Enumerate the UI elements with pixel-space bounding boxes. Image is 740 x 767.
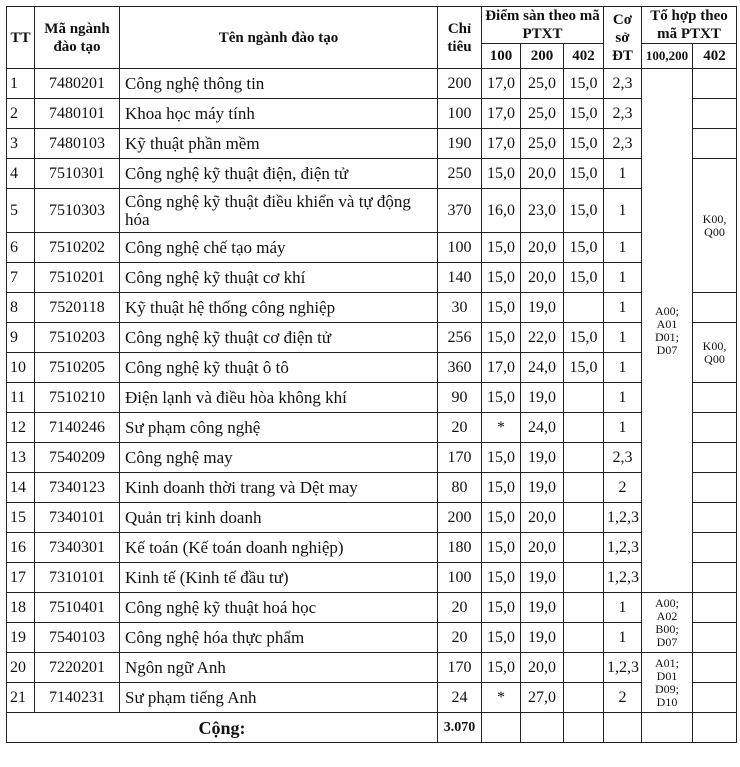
empty-cell — [482, 713, 521, 743]
empty-cell — [521, 713, 564, 743]
cell-d200: 20,0 — [521, 653, 564, 683]
cell-tt: 4 — [7, 159, 35, 189]
table-row — [7, 413, 737, 443]
cell-co-so: 1 — [604, 593, 642, 623]
cell-d100: 15,0 — [482, 533, 521, 563]
cell-d402 — [564, 443, 604, 473]
cell-chi-tieu: 200 — [438, 503, 482, 533]
cell-chi-tieu: 100 — [438, 99, 482, 129]
cell-ma: 7340301 — [35, 533, 120, 563]
table-row — [7, 593, 737, 623]
cell-d200: 25,0 — [521, 99, 564, 129]
table-row — [7, 353, 737, 383]
table-row — [7, 383, 737, 413]
cell-d402 — [564, 593, 604, 623]
cell-ma: 7340123 — [35, 473, 120, 503]
cell-d100: 15,0 — [482, 159, 521, 189]
cell-d402: 15,0 — [564, 189, 604, 233]
cell-tt: 16 — [7, 533, 35, 563]
total-label: Cộng: — [7, 713, 438, 743]
cell-d402: 15,0 — [564, 323, 604, 353]
cell-d402: 15,0 — [564, 129, 604, 159]
tohop-402-empty — [693, 413, 737, 443]
cell-chi-tieu: 20 — [438, 413, 482, 443]
table-row — [7, 443, 737, 473]
cell-d402 — [564, 683, 604, 713]
table-row — [7, 503, 737, 533]
cell-ma: 7510203 — [35, 323, 120, 353]
cell-chi-tieu: 30 — [438, 293, 482, 323]
empty-cell — [564, 713, 604, 743]
cell-co-so: 1 — [604, 189, 642, 233]
cell-chi-tieu: 20 — [438, 593, 482, 623]
tohop-402-empty — [693, 533, 737, 563]
cell-co-so: 2 — [604, 473, 642, 503]
cell-ten: Sư phạm công nghệ — [120, 413, 438, 443]
table-row — [7, 69, 737, 99]
cell-ten: Kế toán (Kế toán doanh nghiệp) — [120, 533, 438, 563]
cell-tt: 19 — [7, 623, 35, 653]
cell-d100: 17,0 — [482, 99, 521, 129]
cell-ma: 7140231 — [35, 683, 120, 713]
tohop-402-empty — [693, 593, 737, 623]
cell-d200: 19,0 — [521, 383, 564, 413]
cell-ten: Công nghệ kỹ thuật hoá học — [120, 593, 438, 623]
header-402: 402 — [564, 44, 604, 69]
cell-ten: Kỹ thuật phần mềm — [120, 129, 438, 159]
header-tohop-100-200: 100,200 — [642, 44, 693, 69]
cell-d100: 17,0 — [482, 353, 521, 383]
cell-tt: 2 — [7, 99, 35, 129]
tohop-402-empty — [693, 293, 737, 323]
cell-chi-tieu: 90 — [438, 383, 482, 413]
cell-co-so: 1,2,3 — [604, 563, 642, 593]
cell-tt: 14 — [7, 473, 35, 503]
cell-co-so: 1 — [604, 323, 642, 353]
cell-chi-tieu: 190 — [438, 129, 482, 159]
cell-tt: 7 — [7, 263, 35, 293]
cell-d200: 19,0 — [521, 563, 564, 593]
cell-ma: 7510303 — [35, 189, 120, 233]
cell-d200: 19,0 — [521, 623, 564, 653]
table-row — [7, 473, 737, 503]
table-row — [7, 323, 737, 353]
cell-ma: 7480201 — [35, 69, 120, 99]
header-diem-san: Điểm sàn theo mã PTXT — [482, 7, 604, 44]
cell-chi-tieu: 24 — [438, 683, 482, 713]
cell-co-so: 1 — [604, 159, 642, 189]
cell-d200: 19,0 — [521, 443, 564, 473]
cell-tt: 17 — [7, 563, 35, 593]
cell-ten: Công nghệ kỹ thuật ô tô — [120, 353, 438, 383]
header-co-so: Cơ sở ĐT — [604, 7, 642, 69]
cell-tt: 1 — [7, 69, 35, 99]
cell-tt: 20 — [7, 653, 35, 683]
cell-chi-tieu: 20 — [438, 623, 482, 653]
cell-chi-tieu: 80 — [438, 473, 482, 503]
cell-tt: 3 — [7, 129, 35, 159]
table-row — [7, 653, 737, 683]
cell-tt: 6 — [7, 233, 35, 263]
table-row — [7, 233, 737, 263]
table-row — [7, 129, 737, 159]
cell-chi-tieu: 100 — [438, 563, 482, 593]
cell-ten: Công nghệ may — [120, 443, 438, 473]
cell-ten: Công nghệ chế tạo máy — [120, 233, 438, 263]
cell-d402 — [564, 623, 604, 653]
tohop-402-empty — [693, 623, 737, 653]
table-row — [7, 293, 737, 323]
tohop-402-empty — [693, 383, 737, 413]
cell-ten: Ngôn ngữ Anh — [120, 653, 438, 683]
tohop-402-empty — [693, 503, 737, 533]
cell-co-so: 1 — [604, 353, 642, 383]
cell-co-so: 1 — [604, 383, 642, 413]
cell-co-so: 2,3 — [604, 129, 642, 159]
cell-co-so: 1 — [604, 263, 642, 293]
cell-d402 — [564, 383, 604, 413]
cell-d402 — [564, 293, 604, 323]
tohop-402-empty — [693, 99, 737, 129]
cell-co-so: 2,3 — [604, 99, 642, 129]
cell-ma: 7520118 — [35, 293, 120, 323]
cell-ma: 7340101 — [35, 503, 120, 533]
header-100: 100 — [482, 44, 521, 69]
cell-ten: Khoa học máy tính — [120, 99, 438, 129]
tohop-402-empty — [693, 563, 737, 593]
cell-d402 — [564, 653, 604, 683]
cell-chi-tieu: 170 — [438, 653, 482, 683]
cell-co-so: 1 — [604, 623, 642, 653]
cell-d402: 15,0 — [564, 69, 604, 99]
tohop-402-empty — [693, 473, 737, 503]
header-ma-nganh: Mã ngành đào tạo — [35, 7, 120, 69]
cell-d100: 15,0 — [482, 473, 521, 503]
empty-cell — [693, 713, 737, 743]
cell-d100: 15,0 — [482, 263, 521, 293]
cell-d100: 15,0 — [482, 293, 521, 323]
header-tohop-402: 402 — [693, 44, 737, 69]
cell-d100: 15,0 — [482, 563, 521, 593]
header-tt: TT — [7, 7, 35, 69]
cell-co-so: 2,3 — [604, 443, 642, 473]
cell-chi-tieu: 200 — [438, 69, 482, 99]
cell-d200: 20,0 — [521, 533, 564, 563]
tohop-group-c: A01; D01 D09; D10 — [642, 653, 693, 713]
cell-d100: * — [482, 413, 521, 443]
table-row — [7, 263, 737, 293]
cell-ma: 7510210 — [35, 383, 120, 413]
cell-ten: Quản trị kinh doanh — [120, 503, 438, 533]
cell-d200: 19,0 — [521, 293, 564, 323]
cell-ten: Công nghệ kỹ thuật điều khiển và tự động hóa — [120, 189, 438, 233]
tohop-402-empty — [693, 653, 737, 683]
cell-ma: 7510205 — [35, 353, 120, 383]
cell-ma: 7480103 — [35, 129, 120, 159]
table-row — [7, 563, 737, 593]
cell-d100: 15,0 — [482, 593, 521, 623]
cell-tt: 18 — [7, 593, 35, 623]
cell-ma: 7220201 — [35, 653, 120, 683]
cell-chi-tieu: 360 — [438, 353, 482, 383]
cell-chi-tieu: 140 — [438, 263, 482, 293]
cell-chi-tieu: 250 — [438, 159, 482, 189]
cell-ma: 7480101 — [35, 99, 120, 129]
tohop-402-k00-q00: K00, Q00 — [693, 323, 737, 383]
cell-d200: 20,0 — [521, 233, 564, 263]
cell-ma: 7140246 — [35, 413, 120, 443]
cell-tt: 9 — [7, 323, 35, 353]
cell-co-so: 2,3 — [604, 69, 642, 99]
cell-tt: 8 — [7, 293, 35, 323]
cell-d200: 24,0 — [521, 413, 564, 443]
tohop-group-a: A00; A01 D01; D07 — [642, 69, 693, 593]
cell-d200: 22,0 — [521, 323, 564, 353]
cell-co-so: 1 — [604, 233, 642, 263]
cell-ten: Công nghệ kỹ thuật cơ điện tử — [120, 323, 438, 353]
cell-d100: 15,0 — [482, 503, 521, 533]
cell-tt: 11 — [7, 383, 35, 413]
header-ten-nganh: Tên ngành đào tạo — [120, 7, 438, 69]
cell-co-so: 1,2,3 — [604, 533, 642, 563]
cell-d402 — [564, 473, 604, 503]
cell-ma: 7310101 — [35, 563, 120, 593]
tohop-402-k00-q00: K00, Q00 — [693, 159, 737, 293]
cell-chi-tieu: 100 — [438, 233, 482, 263]
cell-ten: Điện lạnh và điều hòa không khí — [120, 383, 438, 413]
cell-d100: 16,0 — [482, 189, 521, 233]
cell-d200: 19,0 — [521, 593, 564, 623]
cell-chi-tieu: 180 — [438, 533, 482, 563]
cell-d100: 15,0 — [482, 383, 521, 413]
cell-d100: 15,0 — [482, 233, 521, 263]
cell-tt: 10 — [7, 353, 35, 383]
cell-ma: 7510301 — [35, 159, 120, 189]
table-row — [7, 623, 737, 653]
cell-d402: 15,0 — [564, 263, 604, 293]
cell-d402: 15,0 — [564, 99, 604, 129]
cell-ma: 7510401 — [35, 593, 120, 623]
cell-d402 — [564, 503, 604, 533]
cell-tt: 5 — [7, 189, 35, 233]
cell-ten: Công nghệ kỹ thuật cơ khí — [120, 263, 438, 293]
cell-d402 — [564, 413, 604, 443]
cell-co-so: 1 — [604, 413, 642, 443]
cell-tt: 12 — [7, 413, 35, 443]
cell-ma: 7540209 — [35, 443, 120, 473]
cell-tt: 21 — [7, 683, 35, 713]
cell-d100: 17,0 — [482, 69, 521, 99]
header-200: 200 — [521, 44, 564, 69]
cell-co-so: 1,2,3 — [604, 503, 642, 533]
cell-ten: Công nghệ thông tin — [120, 69, 438, 99]
cell-chi-tieu: 370 — [438, 189, 482, 233]
table-row — [7, 189, 737, 233]
cell-ma: 7510201 — [35, 263, 120, 293]
tohop-402-empty — [693, 443, 737, 473]
cell-co-so: 1 — [604, 293, 642, 323]
total-row — [7, 713, 737, 743]
cell-d402 — [564, 533, 604, 563]
cell-d200: 20,0 — [521, 263, 564, 293]
cell-d100: 15,0 — [482, 653, 521, 683]
table-row — [7, 99, 737, 129]
cell-ten: Sư phạm tiếng Anh — [120, 683, 438, 713]
cell-ma: 7510202 — [35, 233, 120, 263]
tohop-402-empty — [693, 683, 737, 713]
cell-d100: 15,0 — [482, 323, 521, 353]
tohop-402-empty — [693, 129, 737, 159]
cell-d402: 15,0 — [564, 233, 604, 263]
header-chi-tieu: Chỉ tiêu — [438, 7, 482, 69]
cell-chi-tieu: 170 — [438, 443, 482, 473]
cell-ten: Công nghệ hóa thực phẩm — [120, 623, 438, 653]
cell-ten: Kinh tế (Kinh tế đầu tư) — [120, 563, 438, 593]
cell-tt: 15 — [7, 503, 35, 533]
cell-d402: 15,0 — [564, 353, 604, 383]
cell-d100: 15,0 — [482, 623, 521, 653]
table-row — [7, 683, 737, 713]
cell-d402: 15,0 — [564, 159, 604, 189]
cell-d200: 19,0 — [521, 473, 564, 503]
cell-ma: 7540103 — [35, 623, 120, 653]
cell-chi-tieu: 256 — [438, 323, 482, 353]
empty-cell — [604, 713, 642, 743]
cell-ten: Công nghệ kỹ thuật điện, điện tử — [120, 159, 438, 189]
cell-d200: 27,0 — [521, 683, 564, 713]
cell-tt: 13 — [7, 443, 35, 473]
empty-cell — [642, 713, 693, 743]
total-value: 3.070 — [438, 713, 482, 743]
cell-co-so: 1,2,3 — [604, 653, 642, 683]
tohop-402-empty — [693, 69, 737, 99]
cell-d200: 24,0 — [521, 353, 564, 383]
cell-d200: 25,0 — [521, 129, 564, 159]
admission-table — [6, 6, 737, 743]
cell-d200: 25,0 — [521, 69, 564, 99]
cell-co-so: 2 — [604, 683, 642, 713]
tohop-group-b: A00; A02 B00; D07 — [642, 593, 693, 653]
cell-d200: 20,0 — [521, 159, 564, 189]
cell-d402 — [564, 563, 604, 593]
table-row — [7, 533, 737, 563]
cell-d200: 20,0 — [521, 503, 564, 533]
cell-ten: Kỹ thuật hệ thống công nghiệp — [120, 293, 438, 323]
header-to-hop: Tổ hợp theo mã PTXT — [642, 7, 737, 44]
cell-d100: 17,0 — [482, 129, 521, 159]
table-row — [7, 159, 737, 189]
cell-d100: * — [482, 683, 521, 713]
cell-d100: 15,0 — [482, 443, 521, 473]
cell-d200: 23,0 — [521, 189, 564, 233]
cell-ten: Kinh doanh thời trang và Dệt may — [120, 473, 438, 503]
